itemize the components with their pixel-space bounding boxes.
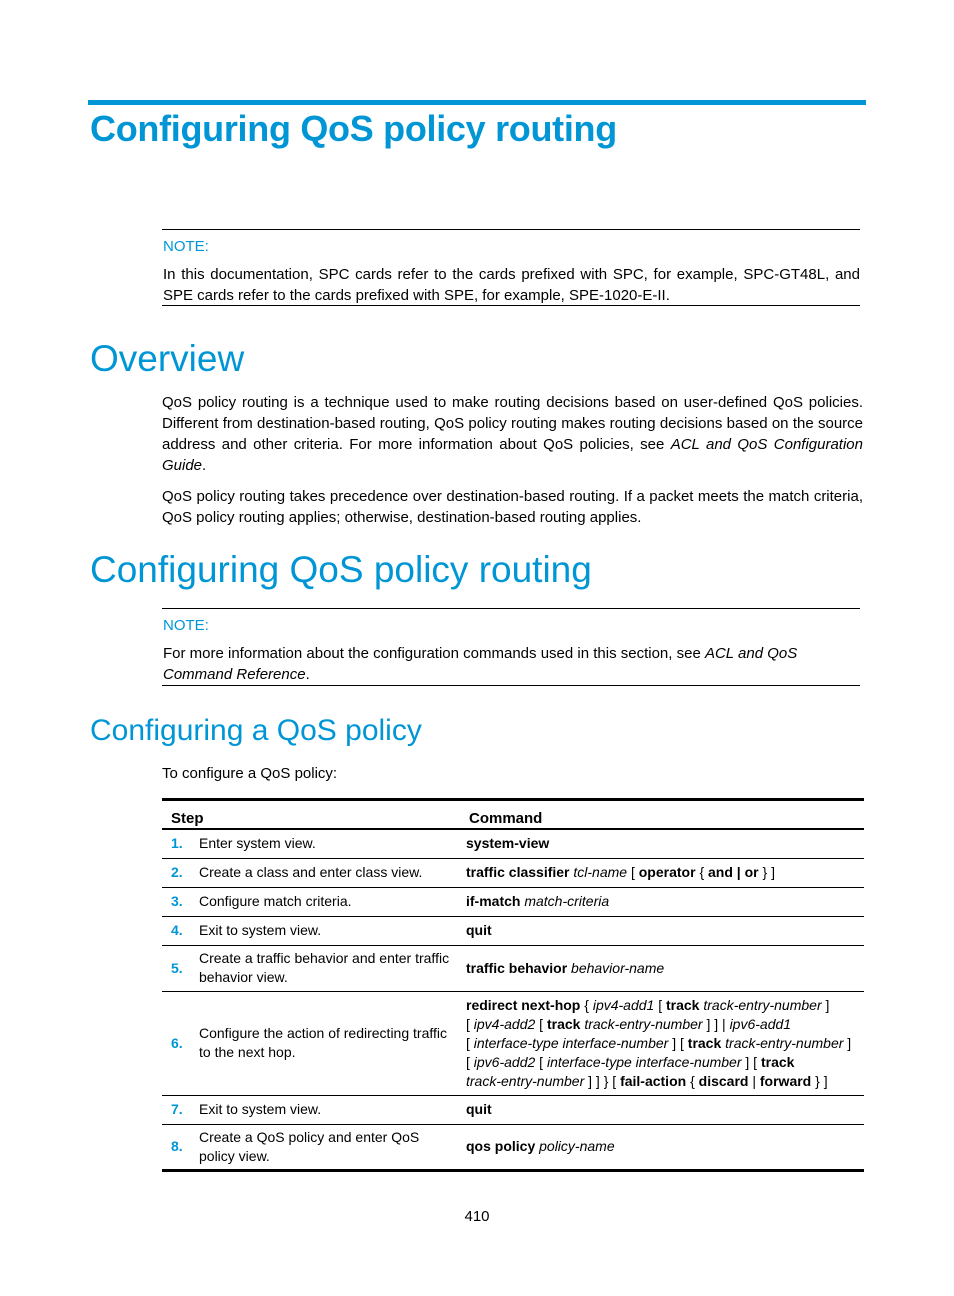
note-bottom-rule xyxy=(162,685,860,686)
table-row xyxy=(162,858,864,887)
note-top-rule xyxy=(162,229,860,230)
step-command: traffic behavior behavior-name xyxy=(460,945,864,991)
column-header-command: Command xyxy=(460,800,864,830)
step-command: qos policy policy-name xyxy=(460,1124,864,1170)
note-label: NOTE: xyxy=(163,617,209,634)
table-intro: To configure a QoS policy: xyxy=(162,765,338,782)
step-number: 3. xyxy=(162,887,193,916)
step-description: Create a traffic behavior and enter traffic behavior view. xyxy=(193,945,460,991)
chapter-top-rule xyxy=(88,100,866,105)
table-row xyxy=(162,991,864,1095)
step-command: quit xyxy=(460,1095,864,1124)
step-description: Exit to system view. xyxy=(193,916,460,945)
step-number: 5. xyxy=(162,945,193,991)
table-row xyxy=(162,887,864,916)
step-command: system-view xyxy=(460,829,864,858)
table-row xyxy=(162,1124,864,1170)
note-label: NOTE: xyxy=(163,238,209,255)
table-row xyxy=(162,829,864,858)
note-top-rule xyxy=(162,608,860,609)
step-description: Enter system view. xyxy=(193,829,460,858)
step-description: Exit to system view. xyxy=(193,1095,460,1124)
page-number: 410 xyxy=(464,1208,490,1225)
step-number: 6. xyxy=(162,991,193,1095)
note-text: In this documentation, SPC cards refer to the cards prefixed with SPC, for example, SPC-GT48L, and SPE cards refer to the cards prefixed with SPE, for example, SPE-1020-E-II. xyxy=(163,266,860,304)
step-description: Create a QoS policy and enter QoS policy view. xyxy=(193,1124,460,1170)
step-number: 2. xyxy=(162,858,193,887)
table-row xyxy=(162,916,864,945)
step-description: Create a class and enter class view. xyxy=(193,858,460,887)
reference-command-ref: ACL and QoS Command Reference xyxy=(163,645,798,683)
table-row xyxy=(162,945,864,991)
table-header-row xyxy=(162,800,864,830)
step-command: traffic classifier tcl-name [ operator { and | or } ] xyxy=(460,858,864,887)
chapter-title: Configuring QoS policy routing xyxy=(90,108,617,149)
steps-table xyxy=(162,798,864,1172)
reference-config-guide: ACL and QoS Configuration Guide xyxy=(162,436,863,474)
step-command: quit xyxy=(460,916,864,945)
step-description: Configure the action of redirecting traffic to the next hop. xyxy=(193,991,460,1095)
table-row xyxy=(162,1095,864,1124)
step-description: Configure match criteria. xyxy=(193,887,460,916)
overview-heading: Overview xyxy=(90,338,245,379)
step-command: redirect next-hop { ipv4-add1 [ track track-entry-number ] [ ipv4-add2 [ track track-entry-number ] ] | ipv6-add1 [ interface-type interface-number ] [ track track-entry-number ] [ ipv6-add2 [ interface-type interface-number ] [ track track-entry-number ] ] } [ fail-action { discard | forward } ] xyxy=(460,991,864,1095)
overview-paragraph-2: QoS policy routing takes precedence over destination-based routing. If a packet meets the match criteria, QoS policy routing applies; otherwise, destination-based routing applies. xyxy=(162,488,863,526)
subsection-heading: Configuring a QoS policy xyxy=(90,714,422,747)
note-bottom-rule xyxy=(162,305,860,306)
overview-paragraph-1: QoS policy routing is a technique used to make routing decisions based on user-defined QoS policies. Different from destination-based routing, QoS policy routing makes routing decisions based on the source address and other criteria. For more information about QoS policies, see ACL and QoS Configuration Guide. xyxy=(162,394,863,474)
column-header-step: Step xyxy=(162,800,460,830)
step-number: 7. xyxy=(162,1095,193,1124)
step-number: 8. xyxy=(162,1124,193,1170)
section-heading: Configuring QoS policy routing xyxy=(90,549,592,590)
step-number: 4. xyxy=(162,916,193,945)
step-number: 1. xyxy=(162,829,193,858)
note-text: For more information about the configuration commands used in this section, see ACL and QoS Command Reference. xyxy=(163,645,798,683)
step-command: if-match match-criteria xyxy=(460,887,864,916)
